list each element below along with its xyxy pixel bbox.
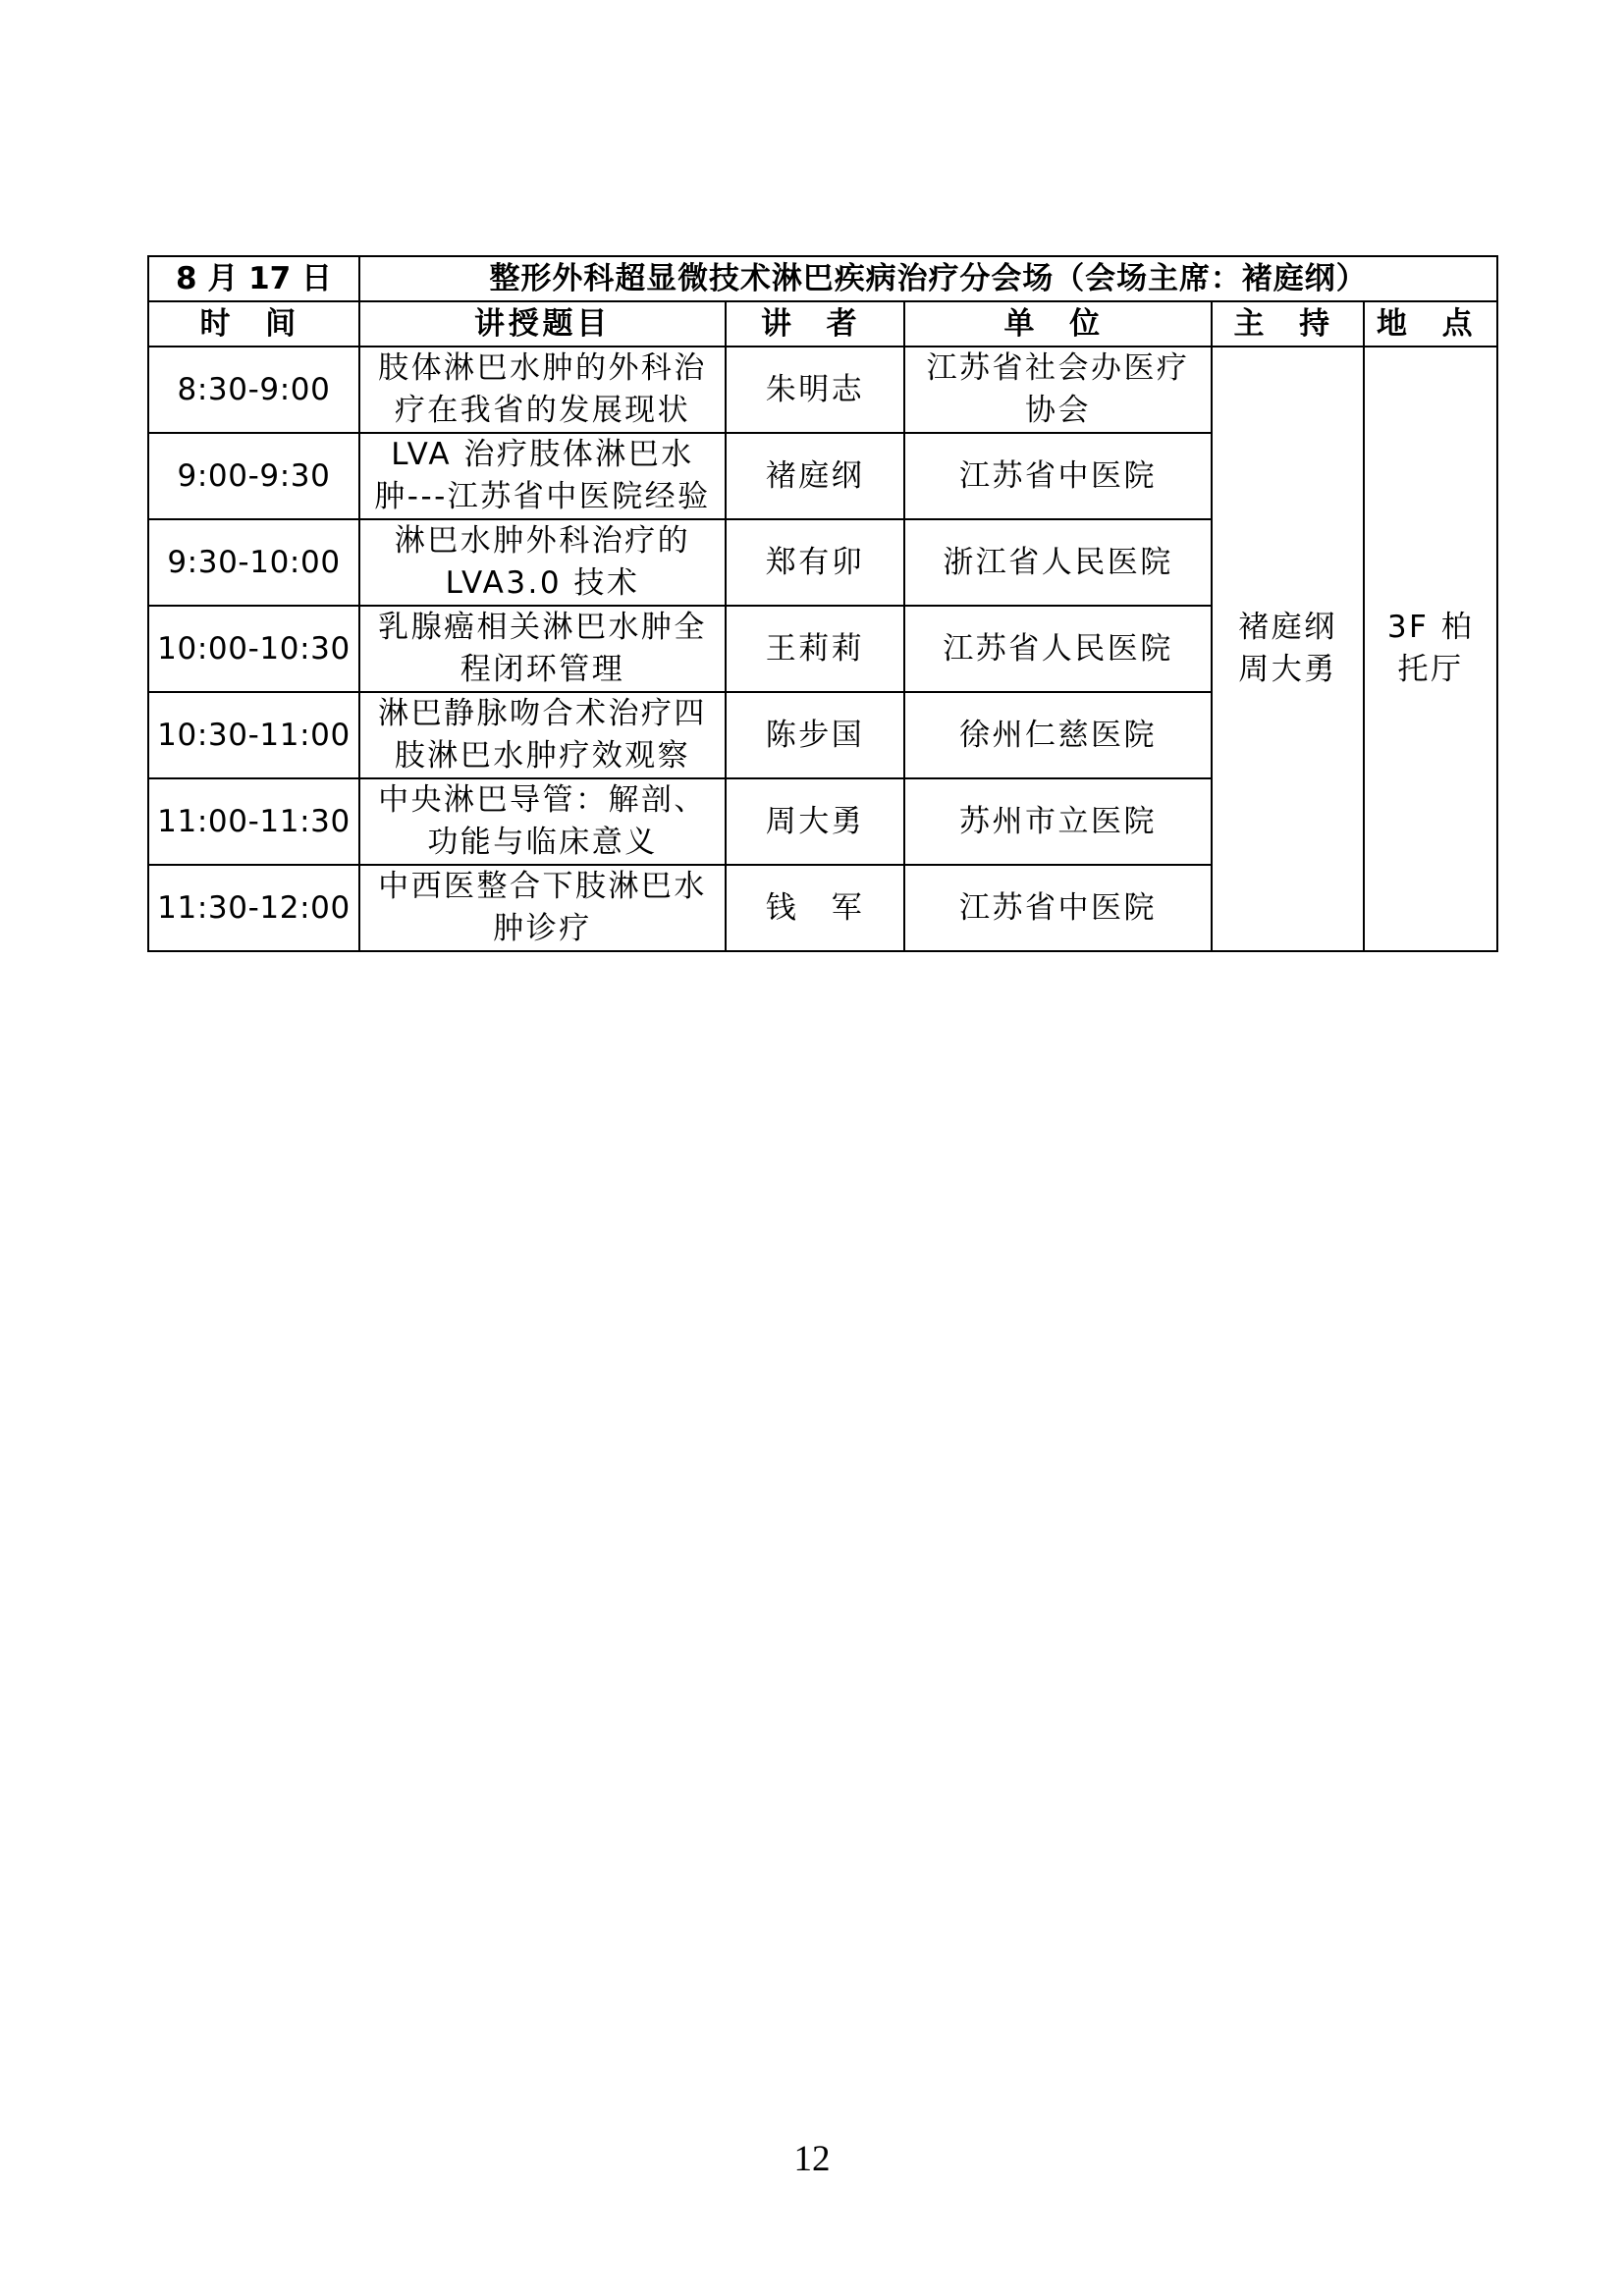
session-title: 整形外科超显微技术淋巴疾病治疗分会场（会场主席：褚庭纲）	[359, 256, 1497, 301]
header-speaker: 讲 者	[726, 301, 904, 347]
session-unit: 浙江省人民医院	[904, 519, 1212, 606]
session-time: 10:00-10:30	[148, 606, 359, 692]
session-location: 3F 柏托厅	[1364, 347, 1497, 951]
session-date: 8 月 17 日	[148, 256, 359, 301]
session-unit: 江苏省人民医院	[904, 606, 1212, 692]
session-unit: 江苏省中医院	[904, 433, 1212, 519]
session-unit: 徐州仁慈医院	[904, 692, 1212, 778]
header-location: 地 点	[1364, 301, 1497, 347]
session-speaker: 陈步国	[726, 692, 904, 778]
header-row	[148, 301, 1497, 347]
session-speaker: 朱明志	[726, 347, 904, 433]
header-time: 时 间	[148, 301, 359, 347]
session-time: 8:30-9:00	[148, 347, 359, 433]
session-unit: 江苏省社会办医疗协会	[904, 347, 1212, 433]
schedule-title-row	[148, 256, 1497, 301]
session-topic: 中央淋巴导管：解剖、功能与临床意义	[359, 778, 726, 865]
session-speaker: 褚庭纲	[726, 433, 904, 519]
header-unit: 单 位	[904, 301, 1212, 347]
session-time: 11:30-12:00	[148, 865, 359, 951]
session-speaker: 周大勇	[726, 778, 904, 865]
session-speaker: 郑有卯	[726, 519, 904, 606]
session-time: 11:00-11:30	[148, 778, 359, 865]
session-time: 9:30-10:00	[148, 519, 359, 606]
header-topic: 讲授题目	[359, 301, 726, 347]
session-topic: 乳腺癌相关淋巴水肿全程闭环管理	[359, 606, 726, 692]
session-speaker: 王莉莉	[726, 606, 904, 692]
session-topic: 淋巴水肿外科治疗的LVA3.0 技术	[359, 519, 726, 606]
session-time: 10:30-11:00	[148, 692, 359, 778]
schedule-table	[147, 255, 1498, 952]
session-topic: 肢体淋巴水肿的外科治疗在我省的发展现状	[359, 347, 726, 433]
session-unit: 江苏省中医院	[904, 865, 1212, 951]
session-topic: 淋巴静脉吻合术治疗四肢淋巴水肿疗效观察	[359, 692, 726, 778]
session-host: 褚庭纲 周大勇	[1212, 347, 1364, 951]
page-number: 12	[793, 2139, 831, 2179]
session-topic: LVA 治疗肢体淋巴水肿---江苏省中医院经验	[359, 433, 726, 519]
session-time: 9:00-9:30	[148, 433, 359, 519]
session-topic: 中西医整合下肢淋巴水肿诊疗	[359, 865, 726, 951]
header-host: 主 持	[1212, 301, 1364, 347]
session-unit: 苏州市立医院	[904, 778, 1212, 865]
table-row	[148, 347, 1497, 433]
session-speaker: 钱 军	[726, 865, 904, 951]
